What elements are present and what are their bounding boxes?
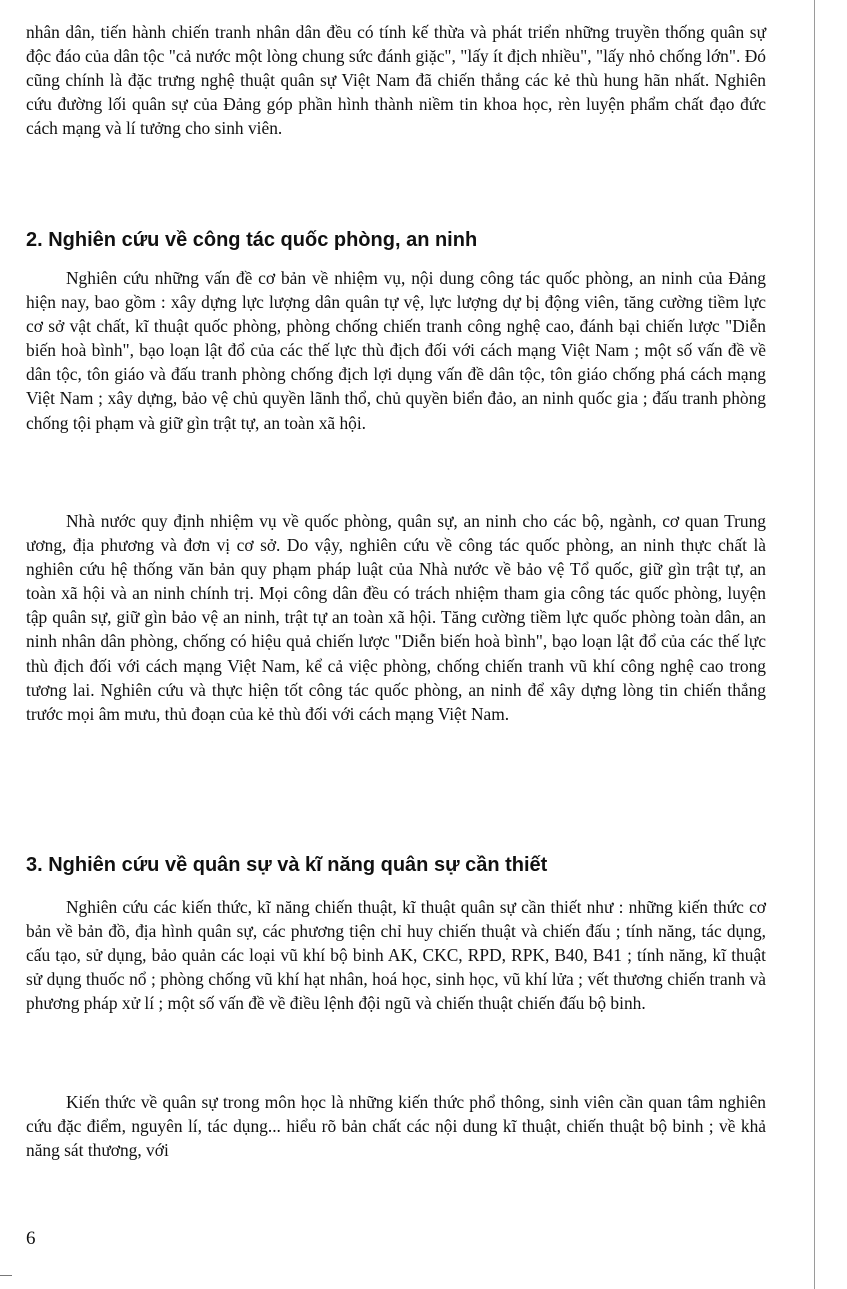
section-3-paragraph-1: Nghiên cứu các kiến thức, kĩ năng chiến thuật, kĩ thuật quân sự cần thiết như : những kiến thức cơ bản về bản đồ, địa hình quân sự, các phương tiện chỉ huy chiến thuật và chiến đấu ; tính năng, tác dụng, cấu tạo, sử dụng, bảo quản các loại vũ khí bộ binh AK, CKC, RPD, RPK, B40, B41 ; tính năng, kĩ thuật sử dụng thuốc nổ ; phòng chống vũ khí hạt nhân, hoá học, sinh học, vũ khí lửa ; vết thương chiến tranh và phương pháp xử lí ; một số vấn đề về điều lệnh đội ngũ và chiến thuật chiến đấu bộ binh. bbox=[26, 897, 766, 1014]
section-3-heading: 3. Nghiên cứu về quân sự và kĩ năng quân sự cần thiết bbox=[26, 854, 548, 876]
section-2-paragraph-1: Nghiên cứu những vấn đề cơ bản về nhiệm vụ, nội dung công tác quốc phòng, an ninh của Đảng hiện nay, bao gồm : xây dựng lực lượng dân quân tự vệ, lực lượng dự bị động viên, tăng cường tiềm lực cơ sở vật chất, kĩ thuật quốc phòng, phòng chống chiến tranh công nghệ cao, đánh bại chiến lược "Diễn biến hoà bình", bạo loạn lật đổ của các thế lực thù địch đối với cách mạng Việt Nam ; một số vấn đề về dân tộc, tôn giáo và đấu tranh phòng chống địch lợi dụng vấn đề dân tộc, tôn giáo chống phá cách mạng Việt Nam ; xây dựng, bảo vệ chủ quyền lãnh thổ, chủ quyền biển đảo, an ninh quốc gia ; đấu tranh phòng chống tội phạm và giữ gìn trật tự, an toàn xã hội. bbox=[26, 268, 766, 433]
scan-edge-mark bbox=[0, 1275, 12, 1276]
section-2-paragraph-2: Nhà nước quy định nhiệm vụ về quốc phòng, quân sự, an ninh cho các bộ, ngành, cơ quan Trung ương, địa phương và đơn vị cơ sở. Do vậy, nghiên cứu về công tác quốc phòng, an ninh thực chất là nghiên cứu hệ thống văn bản quy phạm pháp luật của Nhà nước về bảo vệ Tổ quốc, giữ gìn trật tự, an toàn xã hội và an ninh chính trị. Mọi công dân đều có trách nhiệm tham gia công tác quốc phòng, luyện tập quân sự, giữ gìn bảo vệ an ninh, trật tự an toàn xã hội. Tăng cường tiềm lực quốc phòng toàn dân, an ninh nhân dân phòng, chống có hiệu quả chiến lược "Diễn biến hoà bình", bạo loạn lật đổ của các thế lực thù địch đối với cách mạng Việt Nam, kể cả việc phòng, chống chiến tranh vũ khí công nghệ cao trong tương lai. Nghiên cứu và thực hiện tốt công tác quốc phòng, an ninh để xây dựng lòng tin chiến thắng trước mọi âm mưu, thủ đoạn của kẻ thù đối với cách mạng Việt Nam. bbox=[26, 511, 766, 724]
page-number: 6 bbox=[26, 1228, 36, 1249]
section-2-heading: 2. Nghiên cứu về công tác quốc phòng, an ninh bbox=[26, 229, 478, 251]
section-3-paragraph-2: Kiến thức về quân sự trong môn học là những kiến thức phổ thông, sinh viên cần quan tâm nghiên cứu đặc điểm, nguyên lí, tác dụng... hiểu rõ bản chất các nội dung kĩ thuật, chiến thuật bộ binh ; về khả năng sát thương, với bbox=[26, 1092, 766, 1161]
paragraph-intro-continuation: nhân dân, tiến hành chiến tranh nhân dân đều có tính kế thừa và phát triển những truyền thống quân sự độc đáo của dân tộc "cả nước một lòng chung sức đánh giặc", "lấy ít địch nhiều", "lấy nhỏ chống lớn". Đó cũng chính là đặc trưng nghệ thuật quân sự Việt Nam đã chiến thắng các kẻ thù hung hãn nhất. Nghiên cứu đường lối quân sự của Đảng góp phần hình thành niềm tin khoa học, rèn luyện phẩm chất đạo đức cách mạng và lí tưởng cho sinh viên. bbox=[26, 22, 766, 139]
scan-edge-rule bbox=[814, 0, 815, 1289]
